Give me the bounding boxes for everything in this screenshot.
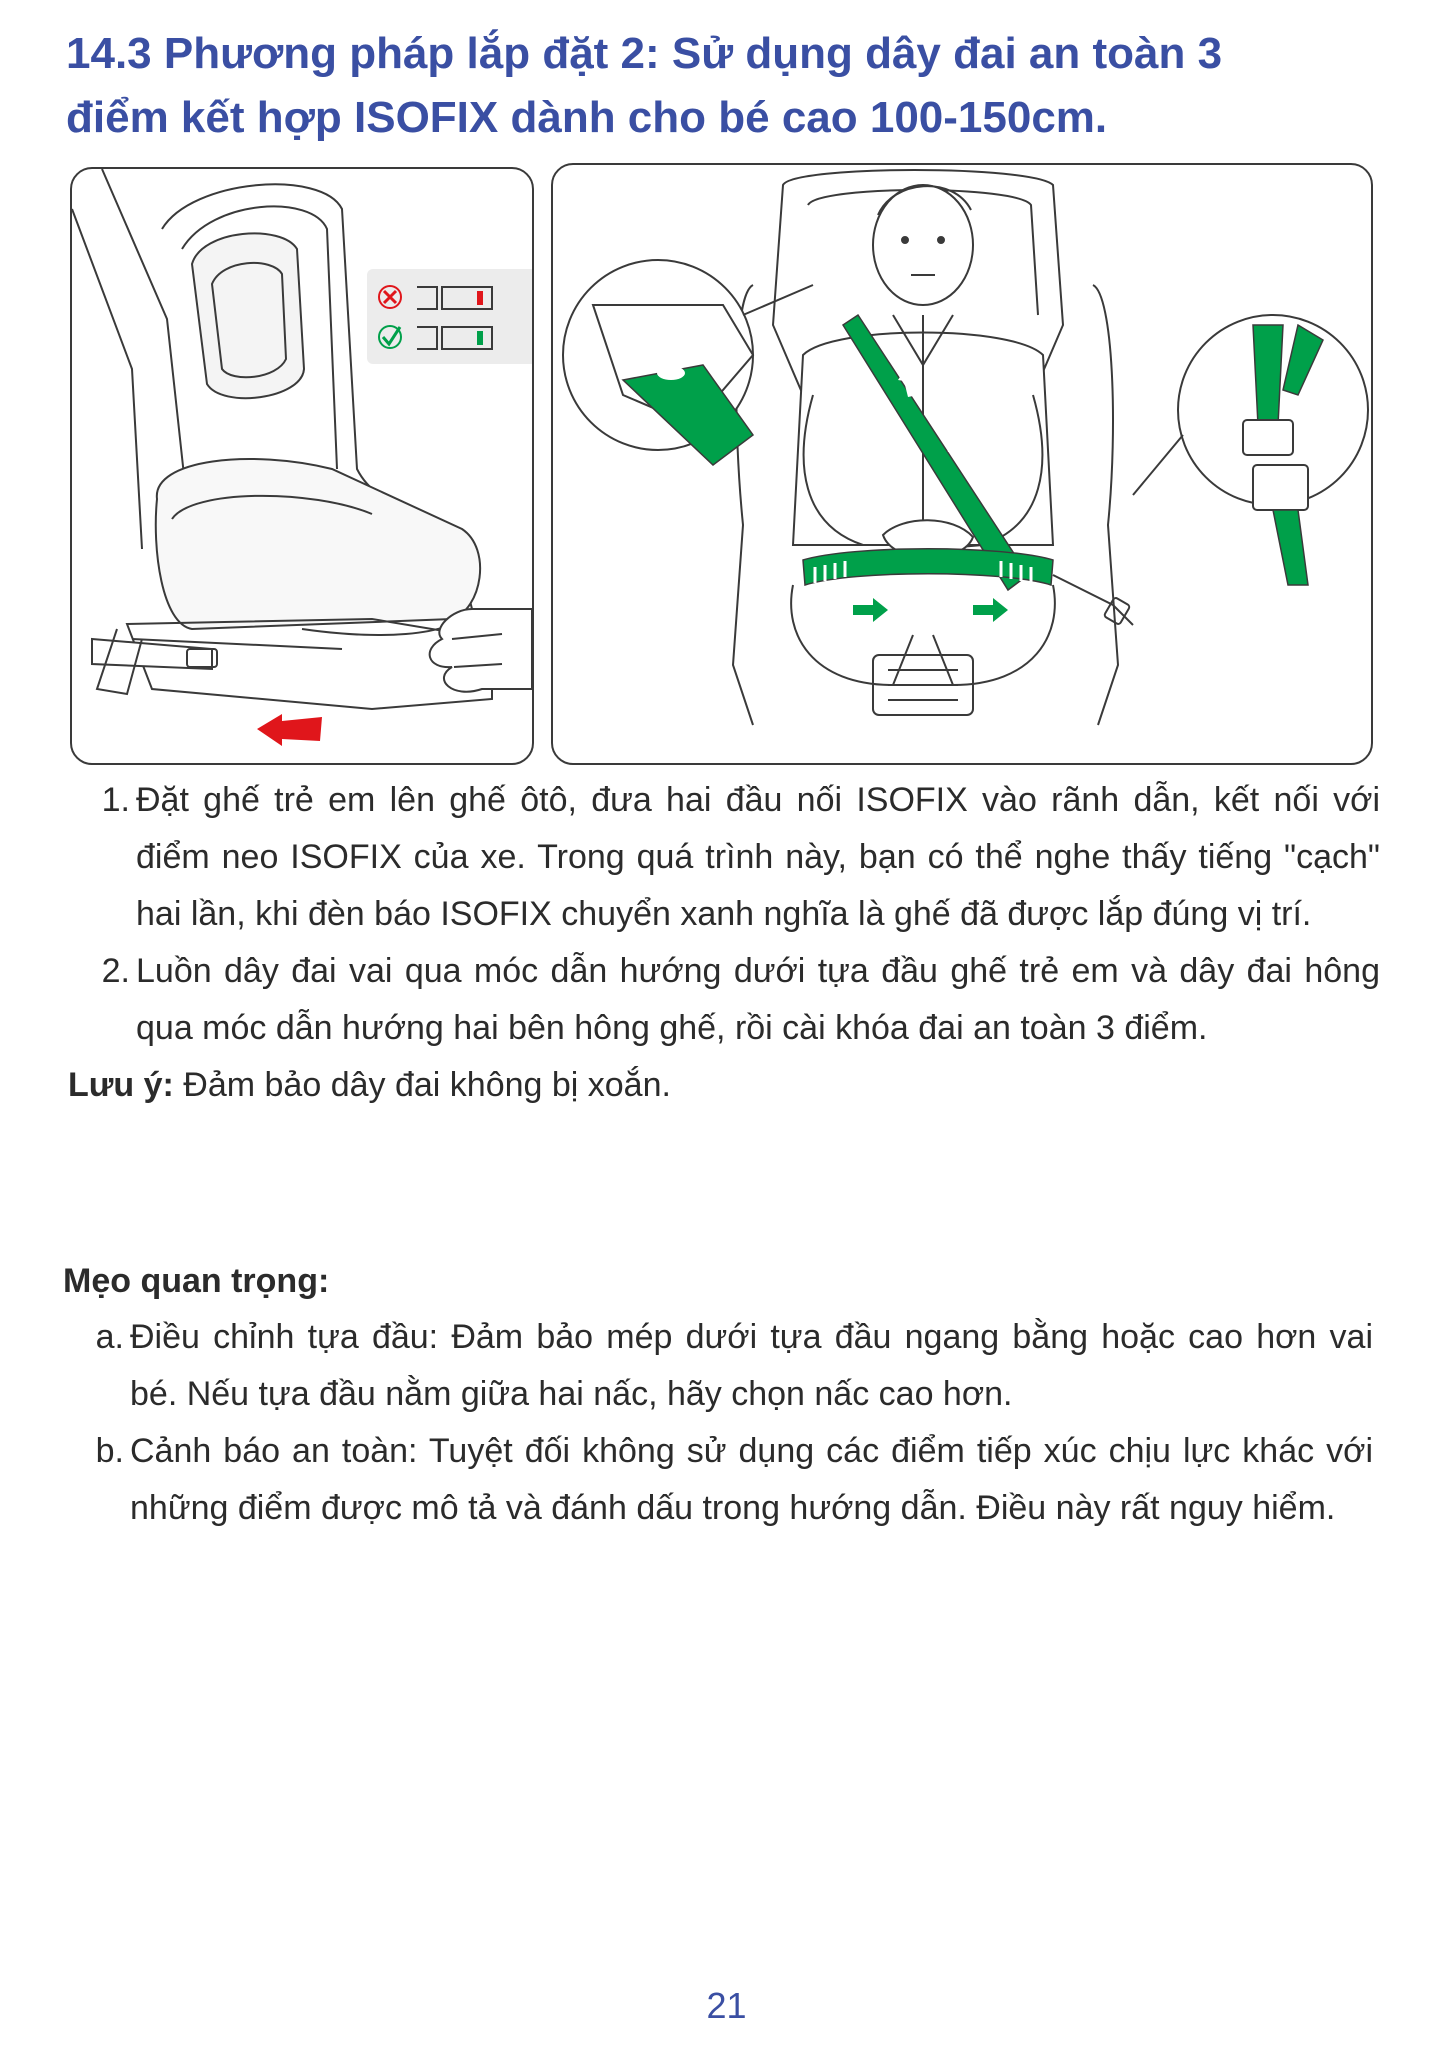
tips-heading: Mẹo quan trọng: xyxy=(63,1262,330,1300)
tip-text: Cảnh báo an toàn: Tuyệt đối không sử dụng các điểm tiếp xúc chịu lực khác với những điểm được mô tả và đánh dấu trong hướng dẫn. Điều này rất nguy hiểm. xyxy=(130,1432,1373,1527)
tips-list xyxy=(68,1309,1373,1537)
step-text: Luồn dây đai vai qua móc dẫn hướng dưới tựa đầu ghế trẻ em và dây đai hông qua móc dẫn hướng hai bên hông ghế, rồi cài khóa đai an toàn 3 điểm. xyxy=(136,952,1380,1047)
belt-drawing xyxy=(553,165,1371,763)
title-line-1: 14.3 Phương pháp lắp đặt 2: Sử dụng dây đai an toàn 3 xyxy=(66,29,1223,78)
tip-letter: b. xyxy=(95,1432,124,1470)
arrow-right xyxy=(853,598,888,622)
install-steps xyxy=(68,772,1380,1114)
step-number: 1. xyxy=(101,781,130,819)
isofix-drawing xyxy=(72,169,532,763)
belt-routing-illustration xyxy=(551,163,1373,765)
arrow-left-red xyxy=(257,714,322,746)
step-item xyxy=(68,943,1380,1057)
step-text: Đặt ghế trẻ em lên ghế ôtô, đưa hai đầu nối ISOFIX vào rãnh dẫn, kết nối với điểm neo ISOFIX của xe. Trong quá trình này, bạn có thể nghe thấy tiếng "cạch" hai lần, khi đèn báo ISOFIX chuyển xanh nghĩa là ghế đã được lắp đúng vị trí. xyxy=(136,781,1380,933)
tip-item xyxy=(68,1309,1373,1423)
title-line-2: điểm kết hợp ISOFIX dành cho bé cao 100-150cm. xyxy=(66,93,1108,142)
step-number: 2. xyxy=(101,952,130,990)
tip-letter: a. xyxy=(95,1318,124,1356)
note-label: Lưu ý: xyxy=(68,1066,174,1104)
tip-text: Điều chỉnh tựa đầu: Đảm bảo mép dưới tựa đầu ngang bằng hoặc cao hơn vai bé. Nếu tựa đầu nằm giữa hai nấc, hãy chọn nấc cao hơn. xyxy=(130,1318,1373,1413)
step-item xyxy=(68,772,1380,943)
note-text: Đảm bảo dây đai không bị xoắn. xyxy=(173,1066,671,1104)
isofix-install-illustration xyxy=(70,167,534,765)
tip-item xyxy=(68,1423,1373,1537)
page-number: 21 xyxy=(706,1985,747,2026)
note xyxy=(68,1057,1380,1114)
page-title xyxy=(66,22,1386,150)
